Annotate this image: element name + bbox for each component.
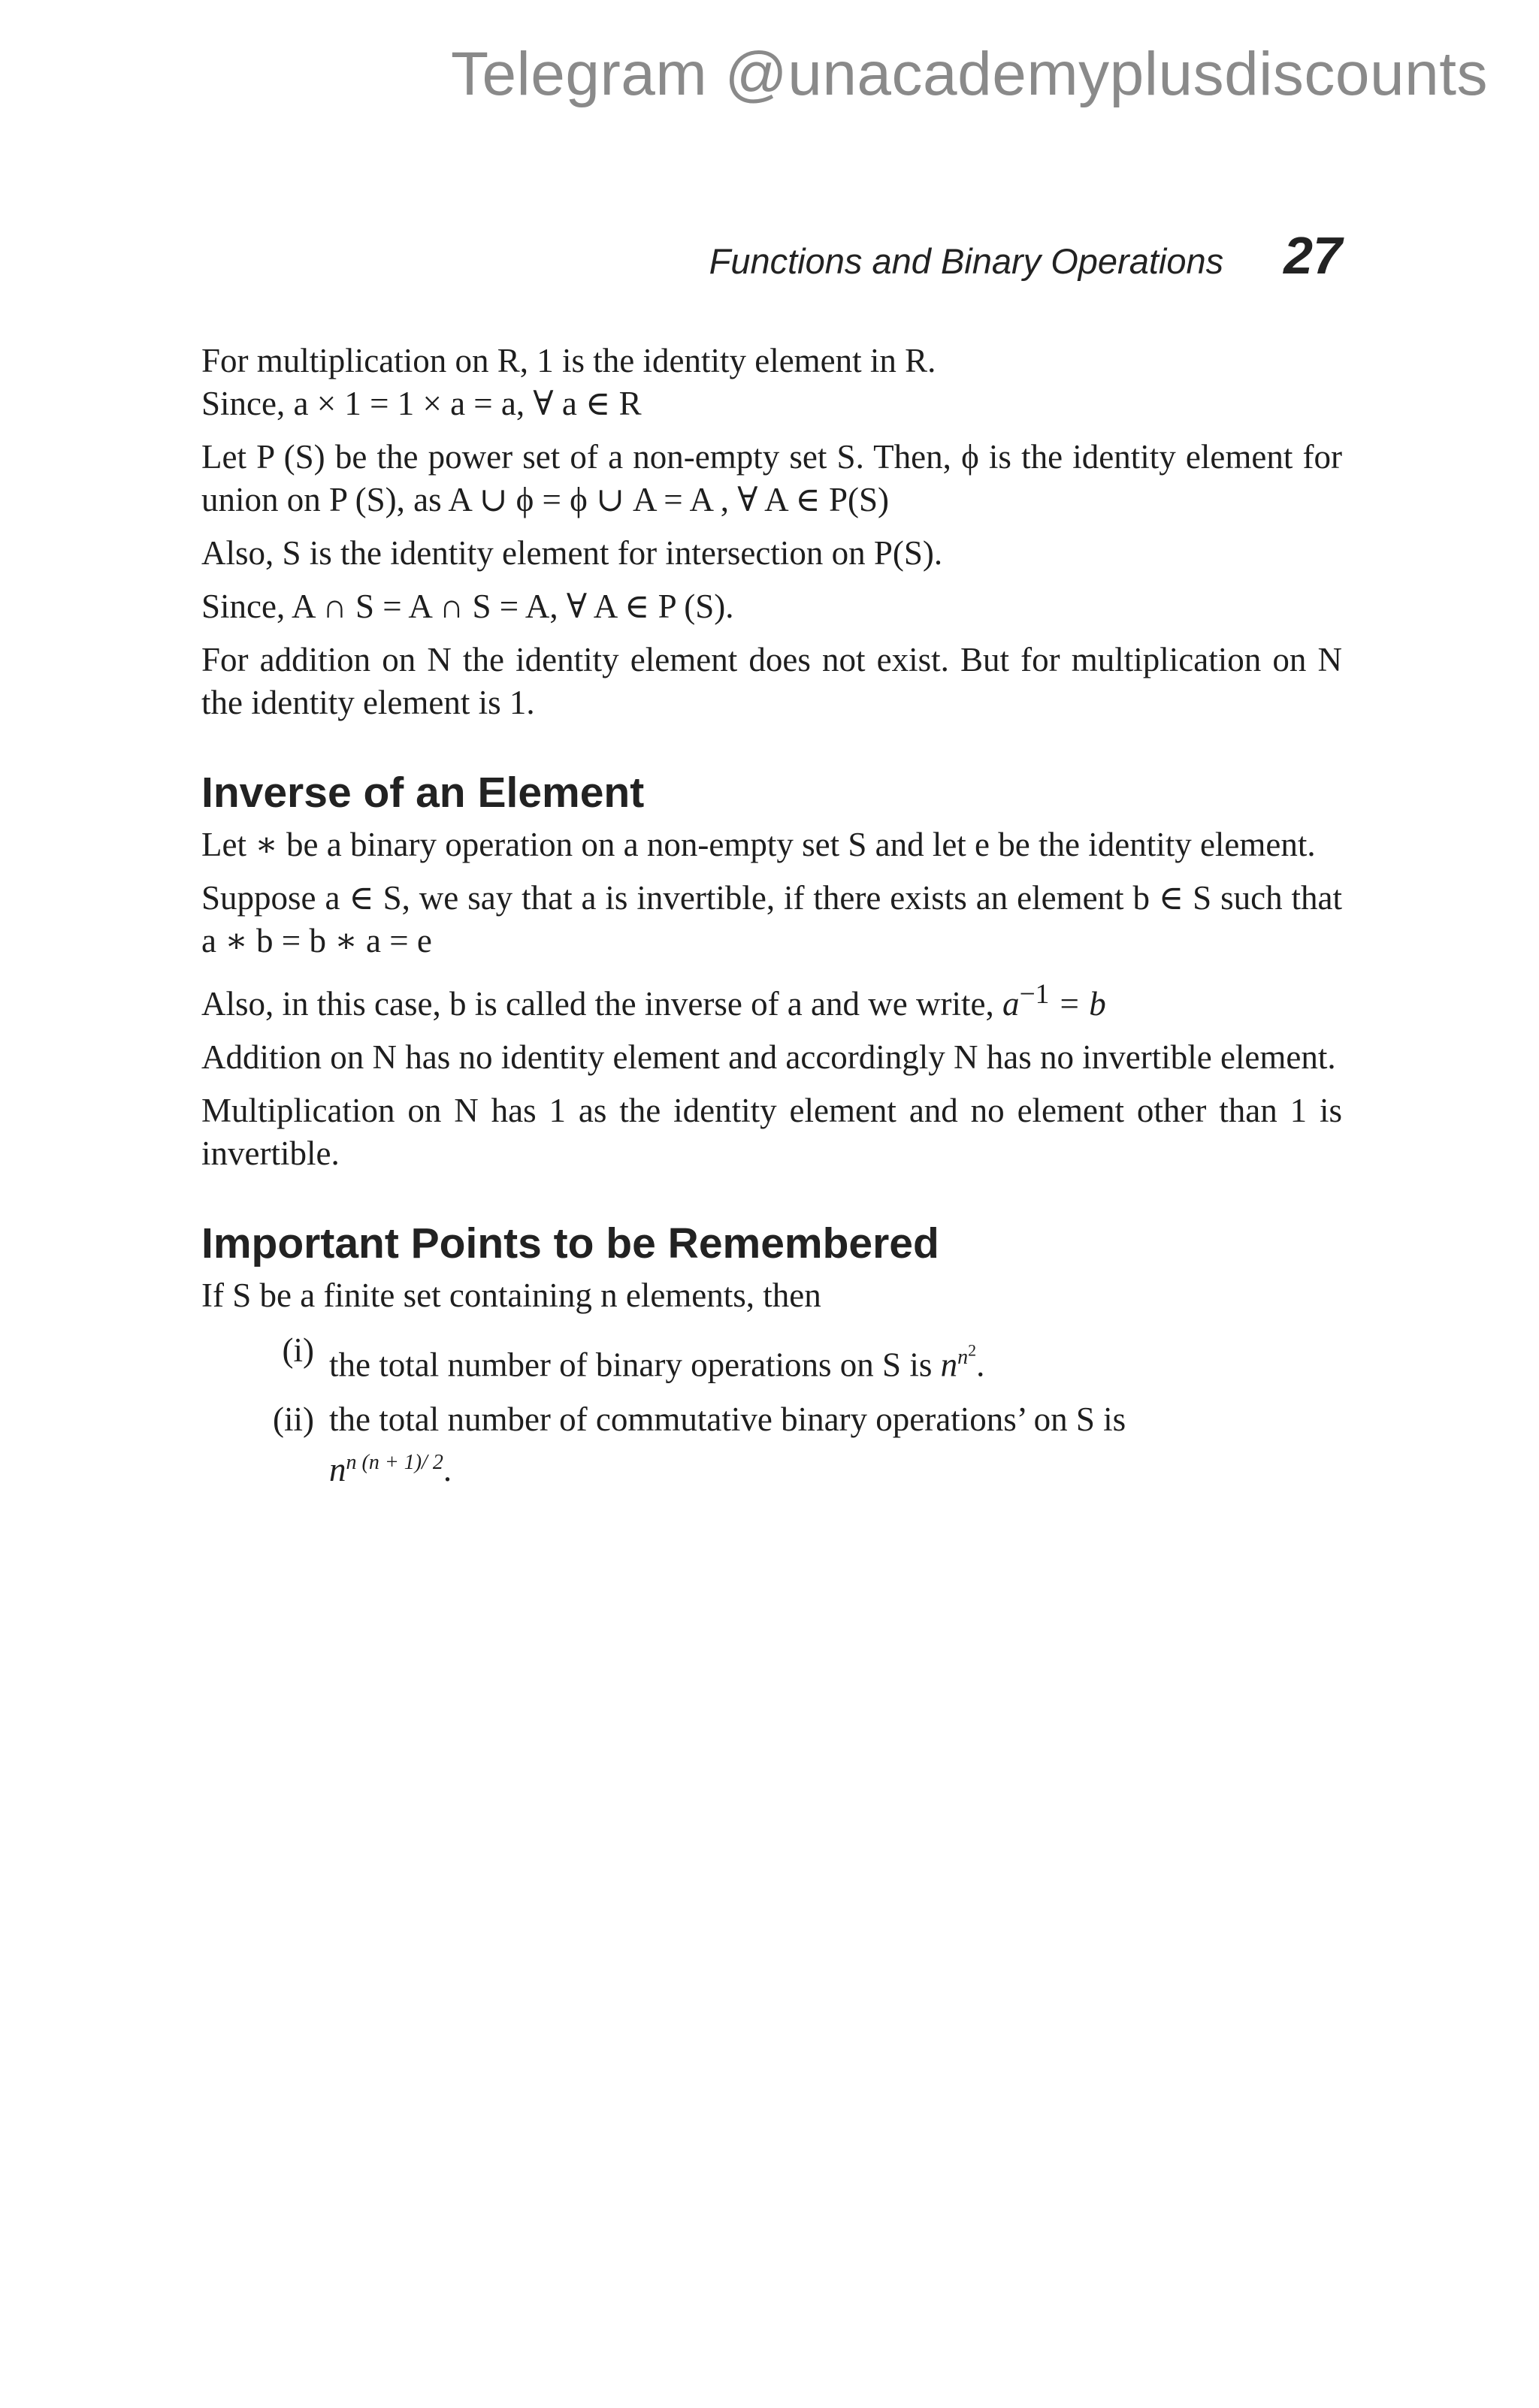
watermark: Telegram @unacademyplusdiscounts — [450, 40, 1488, 108]
formula-end: . — [976, 1346, 985, 1384]
formula-end: . — [443, 1451, 452, 1489]
paragraph-power-set-identity: Let P (S) be the power set of a non-empty set S. Then, ϕ is the identity element for union on P (S), as A ∪ ϕ = ϕ ∪ A = A , ∀ A ∈ P(S) — [201, 438, 1342, 518]
list-item-number: (i) — [282, 1331, 314, 1369]
formula-exponent: n — [957, 1346, 969, 1370]
inverse-formula-base: a — [1002, 985, 1020, 1023]
running-head — [709, 225, 1342, 286]
list-item — [201, 1398, 1342, 1491]
paragraph-inverse-definition: Let ∗ be a binary operation on a non-empty set S and let e be the identity element. — [201, 826, 1316, 863]
formula-base: n — [940, 1346, 958, 1384]
formula-exponent-power: 2 — [968, 1341, 977, 1360]
list-item-number: (ii) — [273, 1400, 314, 1439]
paragraph-inverse-notation — [201, 973, 1342, 1026]
list-item-text — [329, 1329, 1342, 1386]
inverse-notation-text: Also, in this case, b is called the inverse of a and we write, — [201, 985, 1002, 1023]
paragraph-multiplication-identity: For multiplication on R, 1 is the identity element in R. — [201, 342, 936, 379]
paragraph-natural-numbers-identity: For addition on N the identity element does not exist. But for multiplication on N the identity element is 1. — [201, 641, 1342, 721]
heading-inverse-of-element: Inverse of an Element — [201, 769, 645, 817]
page-number: 27 — [1284, 226, 1342, 285]
inverse-formula-rest: = b — [1049, 985, 1106, 1023]
formula-exponent: n (n + 1)/ 2 — [346, 1451, 443, 1475]
paragraph-finite-set-intro: If S be a finite set containing n elements, then — [201, 1277, 821, 1314]
paragraph-intersection-identity: Also, S is the identity element for intersection on P(S). — [201, 534, 943, 572]
paragraph-addition-no-inverse: Addition on N has no identity element and accordingly N has no invertible element. — [201, 1038, 1336, 1076]
paragraph-multiplication-identity-proof: Since, a × 1 = 1 × a = a, ∀ a ∈ R — [201, 385, 642, 422]
heading-important-points: Important Points to be Remembered — [201, 1219, 939, 1267]
paragraph-invertible-definition: Suppose a ∈ S, we say that a is invertible, if there exists an element b ∈ S such that a ∗ b = b ∗ a = e — [201, 879, 1342, 959]
page-body — [201, 340, 1342, 1503]
inverse-formula-exponent: −1 — [1019, 979, 1050, 1010]
points-list — [201, 1329, 1342, 1491]
running-title: Functions and Binary Operations — [709, 241, 1224, 281]
paragraph-multiplication-inverse: Multiplication on N has 1 as the identity element and no element other than 1 is invertible. — [201, 1092, 1342, 1172]
list-item-body: the total number of binary operations on S is — [329, 1346, 941, 1384]
paragraph-intersection-proof: Since, A ∩ S = A ∩ S = A, ∀ A ∈ P (S). — [201, 588, 734, 625]
list-item — [201, 1329, 1342, 1386]
formula-base: n — [329, 1451, 346, 1489]
list-item-text — [329, 1398, 1342, 1491]
list-item-body: the total number of commutative binary operations’ on S is — [329, 1400, 1126, 1439]
